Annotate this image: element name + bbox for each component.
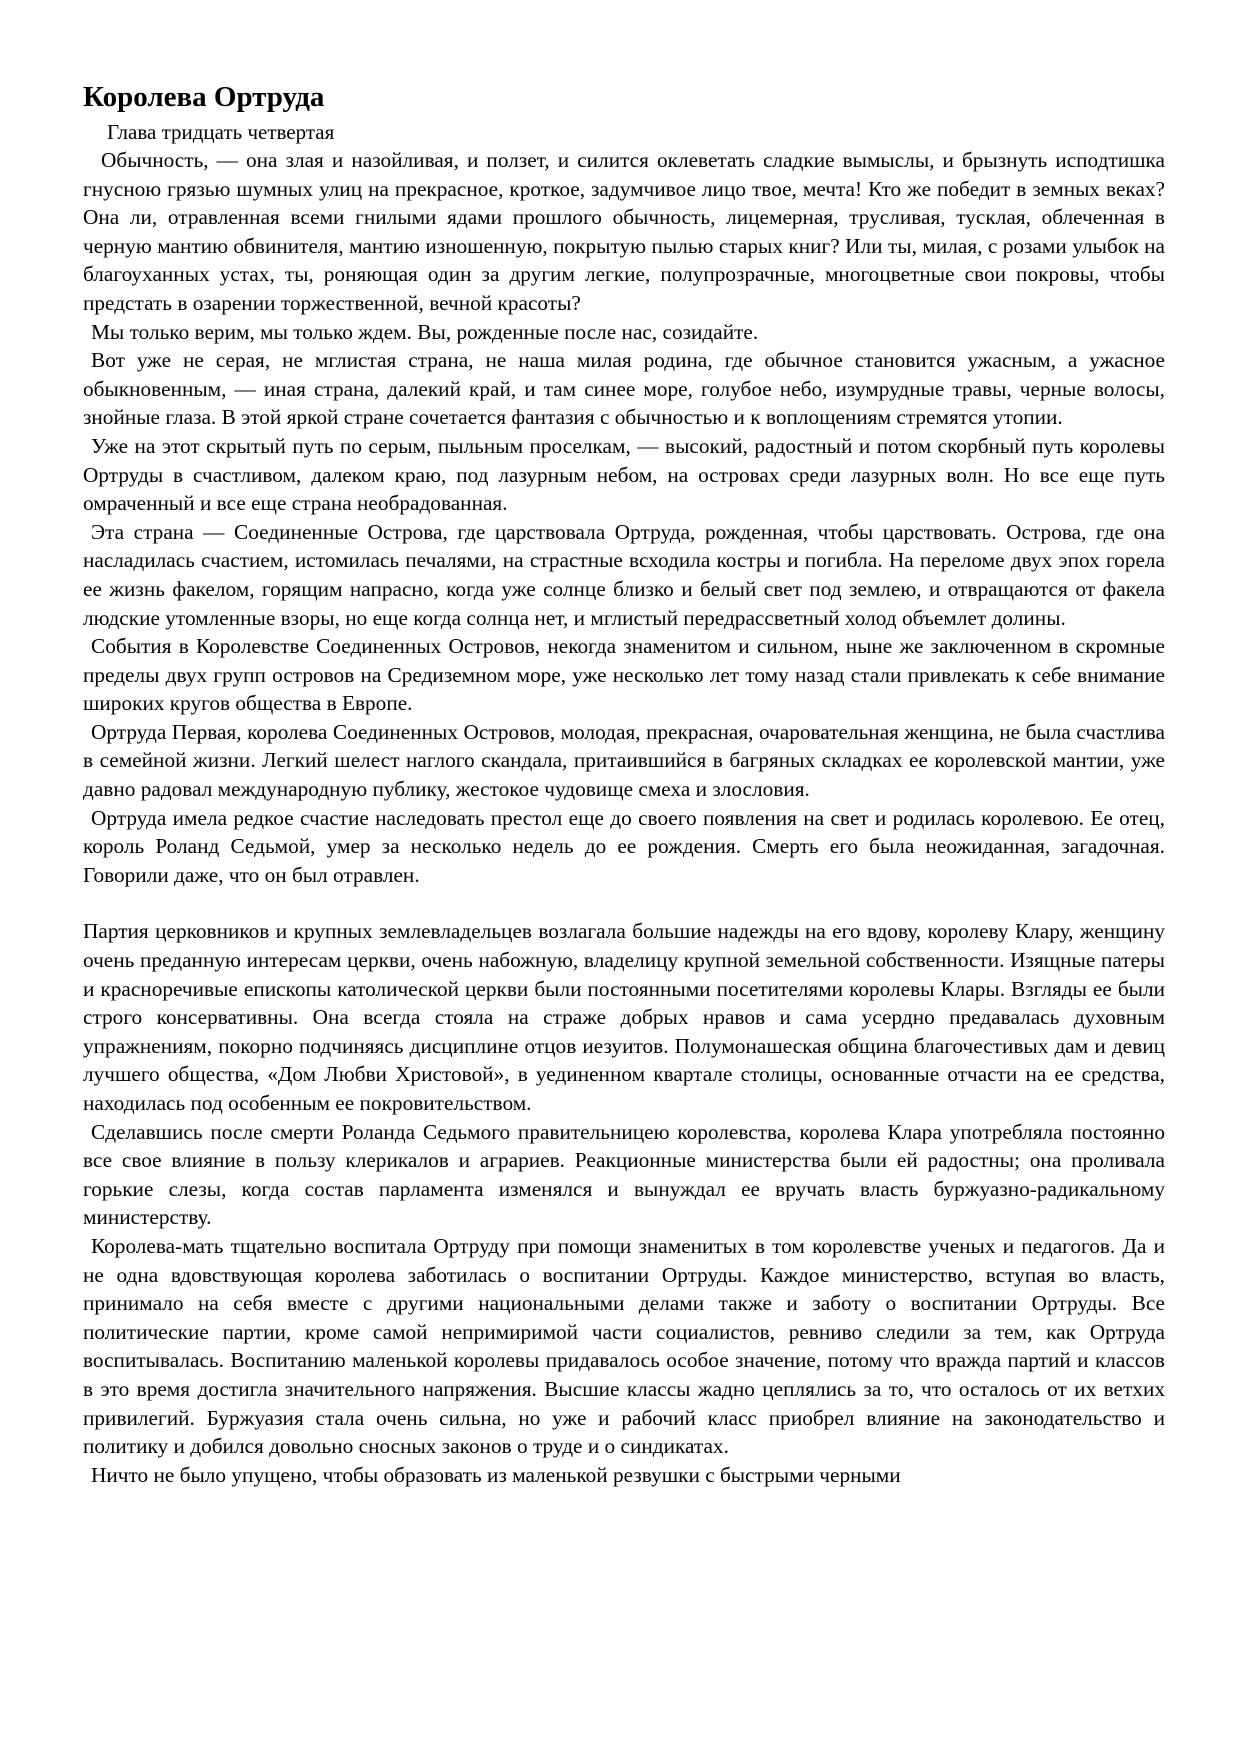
- paragraph: Королева-мать тщательно воспитала Ортруду при помощи знаменитых в том королевстве ученых и педагогов. Да и не одна вдовствующая королева заботилась о воспитании Ортруды. Каждое министерство, вступая во власть, принимало на себя вместе с другими национальными делами также и заботу о воспитании Ортруды. Все политические партии, кроме самой непримиримой части социалистов, ревниво следили за тем, как Ортруда воспитывалась. Воспитанию маленькой королевы придавалось особое значение, потому что вражда партий и классов в это время достигла значительного напряжения. Высшие классы жадно цеплялись за то, что осталось от их ветхих привилегий. Буржуазия стала очень сильна, но уже и рабочий класс приобрел влияние на законодательство и политику и добился довольно сносных законов о труде и о синдикатах.: [83, 1233, 1165, 1459]
- paragraph: Ортруда Первая, королева Соединенных Островов, молодая, прекрасная, очаровательная женщина, не была счастлива в семейной жизни. Легкий шелест наглого скандала, притаившийся в багряных складках ее королевской мантии, уже давно радовал международную публику, жестокое чудовище смеха и злословия.: [83, 719, 1165, 802]
- paragraph: Мы только верим, мы только ждем. Вы, рожденные после нас, созидайте.: [91, 319, 759, 344]
- document-body: [83, 80, 1165, 1489]
- paragraph: События в Королевстве Соединенных Островов, некогда знаменитом и сильном, ныне же заключенном в скромные пределы двух групп островов на Средиземном море, уже несколько лет тому назад стали привлекать к себе внимание широких кругов общества в Европе.: [83, 634, 1165, 716]
- paragraph: Ничто не было упущено, чтобы образовать из маленькой резвушки с быстрыми черными: [91, 1462, 901, 1487]
- paragraph: Эта страна — Соединенные Острова, где царствовала Ортруда, рожденная, чтобы царствовать. Острова, где она насладилась счастием, истомилась печалями, на страстные всходила костры и погибла. На переломе двух эпох горела ее жизнь факелом, горящим напрасно, когда уже солнце близко и белый свет под землею, и отвращаются от факела людские утомленные взоры, но еще когда солнца нет, и мглистый передрассветный холод объемлет долины.: [83, 519, 1165, 630]
- document-title: Королева Ортруда: [83, 81, 325, 113]
- paragraph: Обычность, — она злая и назойливая, и ползет, и силится оклеветать сладкие вымыслы, и брызнуть исподтишка гнусною грязью шумных улиц на прекрасное, кроткое, задумчивое лицо твое, мечта! Кто же победит в земных веках? Она ли, отравленная всеми гнилыми ядами прошлого обычность, лицемерная, трусливая, тусклая, облеченная в черную мантию обвинителя, мантию изношенную, покрытую пылью старых книг? Или ты, милая, с розами улыбок на благоуханных устах, ты, роняющая один за другим легкие, полупрозрачные, многоцветные свои покровы, чтобы предстать в озарении торжественной, вечной красоты?: [83, 148, 1165, 315]
- paragraph: Ортруда имела редкое счастие наследовать престол еще до своего появления на свет и родилась королевою. Ее отец, король Роланд Седьмой, умер за несколько недель до ее рождения. Смерть его была неожиданная, загадочная. Говорили даже, что он был отравлен.: [83, 805, 1165, 887]
- paragraph: Партия церковников и крупных землевладельцев возлагала большие надежды на его вдову, королеву Клару, женщину очень преданную интересам церкви, очень набожную, владелицу крупной земельной собственности. Изящные патеры и красноречивые епископы католической церкви были постоянными посетителями королевы Клары. Взгляды ее были строго консервативны. Она всегда стояла на страже добрых нравов и сама усердно предавалась духовным упражнениям, покорно подчиняясь дисциплине отцов иезуитов. Полумонашеская община благочестивых дам и девиц лучшего общества, «Дом Любви Христовой», в уединенном квартале столицы, основанные отчасти на ее средства, находилась под особенным ее покровительством.: [83, 919, 1165, 1115]
- paragraph: Вот уже не серая, не мглистая страна, не наша милая родина, где обычное становится ужасным, а ужасное обыкновенным, — иная страна, далекий край, и там синее море, голубое небо, изумрудные травы, черные волосы, знойные глаза. В этой яркой стране сочетается фантазия с обычностью и к воплощениям стремятся утопии.: [83, 348, 1165, 430]
- paragraph: Сделавшись после смерти Роланда Седьмого правительницею королевства, королева Клара употребляла постоянно все свое влияние в пользу клерикалов и аграриев. Реакционные министерства были ей радостны; она проливала горькие слезы, когда состав парламента изменялся и вынуждал ее вручать власть буржуазно-радикальному министерству.: [83, 1119, 1165, 1230]
- chapter-heading: Глава тридцать четвертая: [107, 120, 335, 144]
- paragraph: Уже на этот скрытый путь по серым, пыльным проселкам, — высокий, радостный и потом скорбный путь королевы Ортруды в счастливом, далеком краю, под лазурным небом, на островах среди лазурных волн. Но все еще путь омраченный и все еще страна необрадованная.: [83, 433, 1165, 516]
- section-spacer: [83, 889, 1165, 917]
